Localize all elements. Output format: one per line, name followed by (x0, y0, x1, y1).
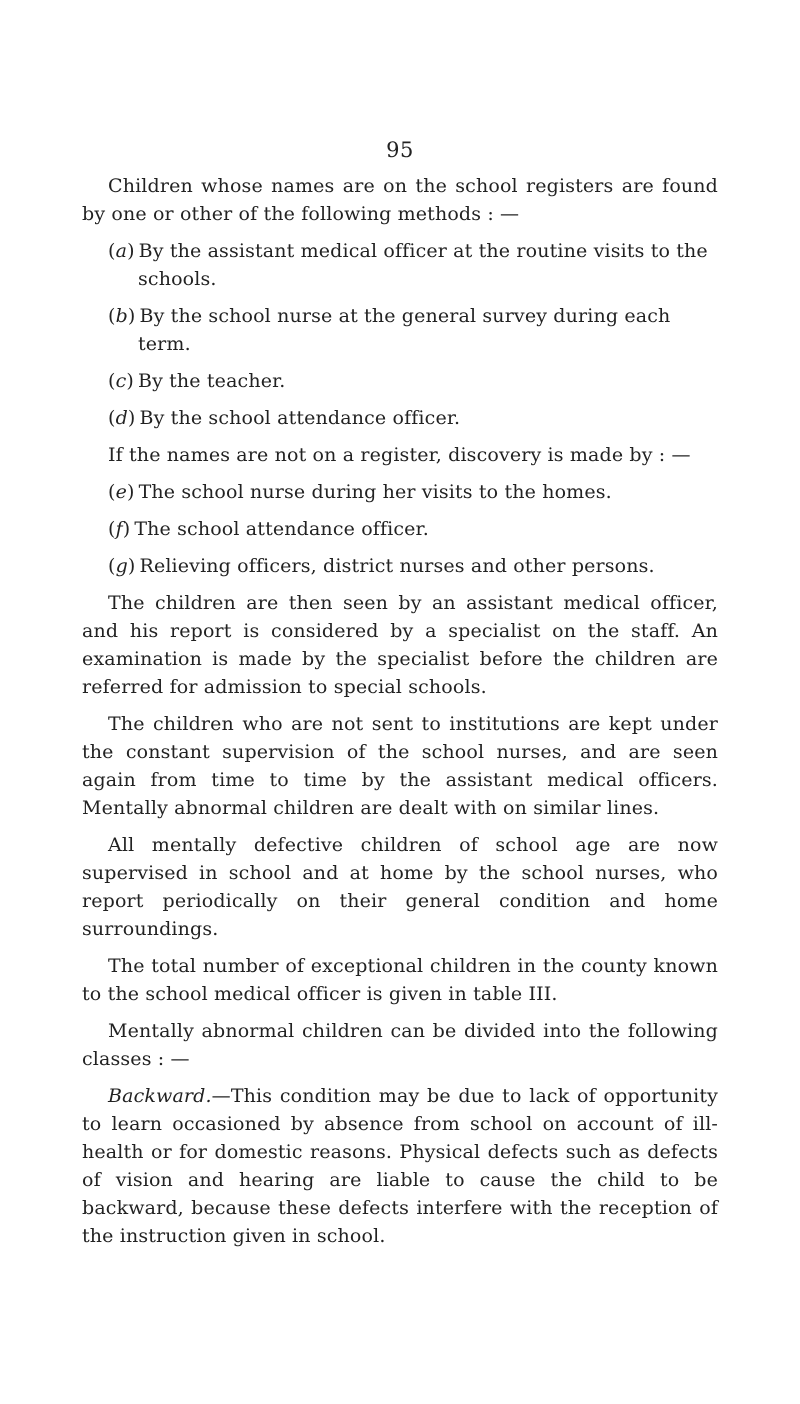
intro-paragraph: Children whose names are on the school registers are found by one or other of the following methods : — (82, 175, 718, 225)
list-item: (f) The school attendance officer. (108, 518, 429, 540)
list-item: (c) By the teacher. (108, 370, 286, 392)
list-marker: (f) (108, 518, 131, 540)
list-marker: (g) (108, 555, 136, 577)
page-number: 95 (386, 138, 414, 162)
list-marker: (c) (108, 370, 134, 392)
list-item: (b) By the school nurse at the general survey during each term. (108, 305, 671, 355)
body-text (82, 172, 718, 1259)
list-marker: (a) (108, 240, 135, 262)
list-item: (g) Relieving officers, district nurses and other persons. (108, 555, 655, 577)
paragraph-supervision: The children who are not sent to institutions are kept under the constant supervision of the school nurses, and are seen again from time to time by the assistant medical officers. Mentally abnormal children are dealt with on similar lines. (82, 713, 718, 819)
unregistered-intro-paragraph: If the names are not on a register, discovery is made by : — (108, 444, 691, 466)
paragraph-classes: Mentally abnormal children can be divided into the following classes : — (82, 1020, 718, 1070)
list-marker: (e) (108, 481, 135, 503)
backward-text: —This condition may be due to lack of opportunity to learn occasioned by absence from school on account of ill-health or for domestic reasons. Physical defects such as defects of vision and hearing are liable to cause the child to be backward, because these defects interfere with the reception of the instruction given in school. (82, 1085, 718, 1247)
paragraph-mentally-defective: All mentally defective children of school age are now supervised in school and at home by the school nurses, who report periodically on their general condition and home surroundings. (82, 834, 718, 940)
paragraph-total-number: The total number of exceptional children in the county known to the school medical officer is given in table III. (82, 955, 718, 1005)
unregistered-methods-list (82, 478, 718, 580)
list-item: (a) By the assistant medical officer at the routine visits to the schools. (108, 240, 708, 290)
list-marker: (d) (108, 407, 136, 429)
paragraph-examination: The children are then seen by an assistant medical officer, and his report is considered by a specialist on the staff. An examination is made by the specialist before the children are referred for admission to special schools. (82, 592, 718, 698)
list-marker: (b) (108, 305, 136, 327)
registered-methods-list (82, 237, 718, 432)
list-item: (d) By the school attendance officer. (108, 407, 461, 429)
backward-term: Backward. (108, 1085, 212, 1107)
paragraph-backward (82, 1082, 718, 1250)
list-item: (e) The school nurse during her visits to the homes. (108, 481, 612, 503)
